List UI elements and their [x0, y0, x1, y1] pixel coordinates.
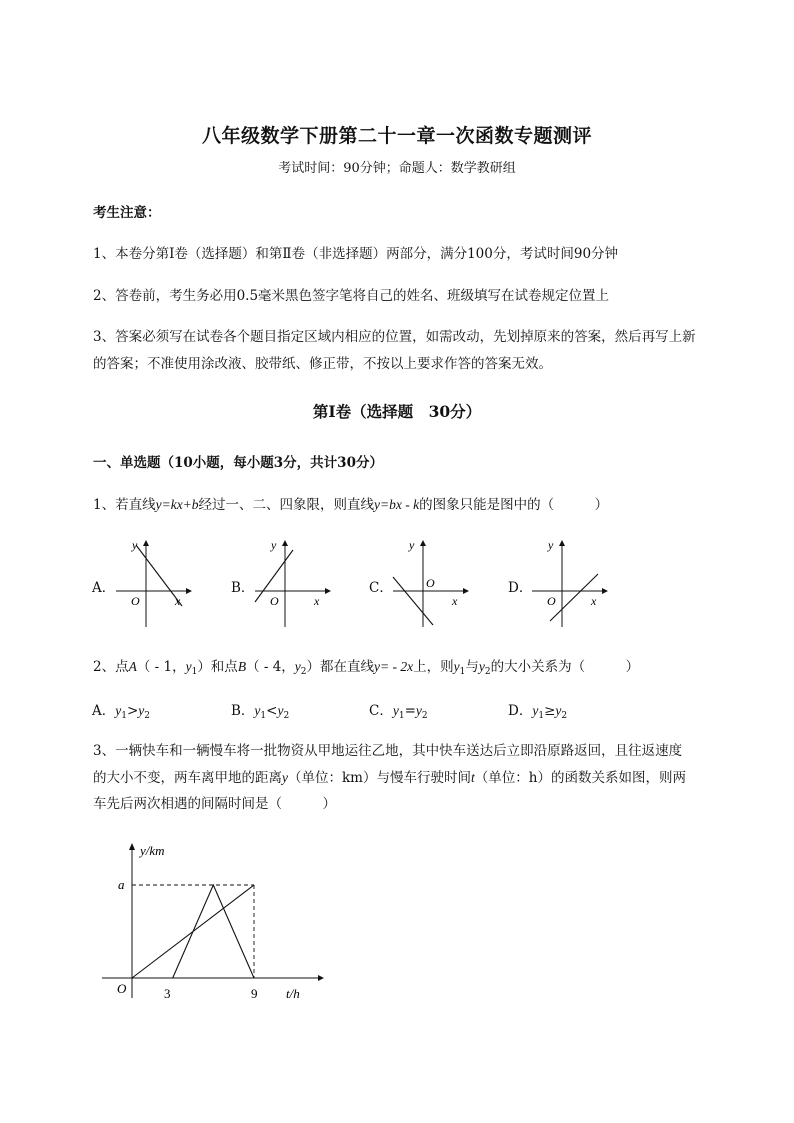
q1-graph-d: [524, 530, 610, 630]
notice-item-2: 2、答卷前，考生务必用0.5毫米黑色签字笔将自己的姓名、班级填写在试卷规定位置上: [93, 288, 610, 304]
q1-option-d-label: D．: [508, 580, 533, 596]
q2-option-a[interactable]: A．$y_1>y_2$: [92, 703, 151, 721]
q2-option-c[interactable]: C．$y_1=y_2$: [369, 703, 428, 721]
q1-a-origin: O: [131, 594, 140, 608]
question-1-text: 1、若直线y=kx+b经过一、二、四象限，则直线y=bx - k的图象只能是图中的（ ）: [93, 497, 609, 513]
q3-y-axis-arrow: [129, 843, 135, 850]
page-title: 八年级数学下册第二十一章一次函数专题测评: [201, 125, 592, 147]
q3-graph: [100, 838, 320, 1008]
q2-option-b[interactable]: B．$y_1<y_2$: [231, 703, 290, 721]
q1-b-x-label: x: [314, 594, 320, 608]
page-subtitle: 考试时间：90分钟；命题人：数学教研组: [278, 161, 516, 176]
q1-b-y-label: y: [271, 538, 277, 552]
question-3-line-3: 车先后两次相遇的间隔时间是（ ）: [93, 796, 336, 812]
q1-option-a-label: A．: [92, 580, 116, 596]
q3-tick-3: 3: [164, 986, 171, 1001]
q1-b-origin: O: [270, 594, 279, 608]
q1-equation-2: y=bx - k: [374, 497, 420, 512]
q3-x-label: t/h: [286, 986, 300, 1001]
question-3-line-1: 3、一辆快车和一辆慢车将一批物资从甲地运往乙地，其中快车送达后立即沿原路返回，且往返速度: [93, 743, 683, 759]
q3-y-label: y/km: [140, 843, 165, 858]
q3-a-label: a: [118, 877, 125, 892]
q1-graph-b: [247, 530, 333, 630]
notice-item-3: 3、答案必须写在试卷各个题目指定区域内相应的位置，如需改动，先划掉原来的答案，然后再写上新: [93, 329, 696, 345]
q1-c-x-label: x: [452, 594, 458, 608]
notice-item-1: 1、本卷分第I卷（选择题）和第Ⅱ卷（非选择题）两部分，满分100分，考试时间90分钟: [93, 246, 619, 262]
q1-equation-1: y=kx+b: [155, 497, 199, 512]
q1-option-b-label: B．: [231, 580, 255, 596]
section-title: 第I卷（选择题 30分）: [312, 402, 482, 421]
q1-d-y-label: y: [548, 538, 554, 552]
q2-option-d[interactable]: D．$y_1\ge y_2$: [508, 703, 568, 721]
q1-graph-c: [385, 530, 471, 630]
q1-d-origin: O: [547, 594, 556, 608]
q1-option-c-label: C．: [369, 580, 393, 596]
q1-a-x-label: x: [175, 594, 181, 608]
question-2-text: 2、点A（ - 1，$y_1$）和点B（ - 4，$y_2$）都在直线y= - 2x上，则$y_1$与$y_2$的大小关系为（ ）: [93, 659, 640, 677]
question-3-line-2: 的大小不变，两车离甲地的距离y（单位：km）与慢车行驶时间t（单位：h）的函数关系如图，则两: [93, 770, 686, 786]
q3-tick-9: 9: [251, 986, 258, 1001]
q1-c-origin: O: [426, 576, 435, 590]
q1-graph-a: [108, 530, 194, 630]
q1-c-y-label: y: [409, 538, 415, 552]
notice-item-3-cont: 的答案；不准使用涂改液、胶带纸、修正带，不按以上要求作答的答案无效。: [93, 356, 552, 372]
q3-series-fast: [173, 885, 254, 978]
q3-origin: O: [117, 981, 127, 996]
notice-heading: 考生注意：: [93, 205, 161, 221]
q3-x-axis-arrow: [318, 975, 324, 981]
q1-d-x-label: x: [591, 594, 597, 608]
q1-a-y-label: y: [132, 538, 138, 552]
part-heading: 一、单选题（10小题，每小题3分，共计30分）: [93, 455, 383, 471]
